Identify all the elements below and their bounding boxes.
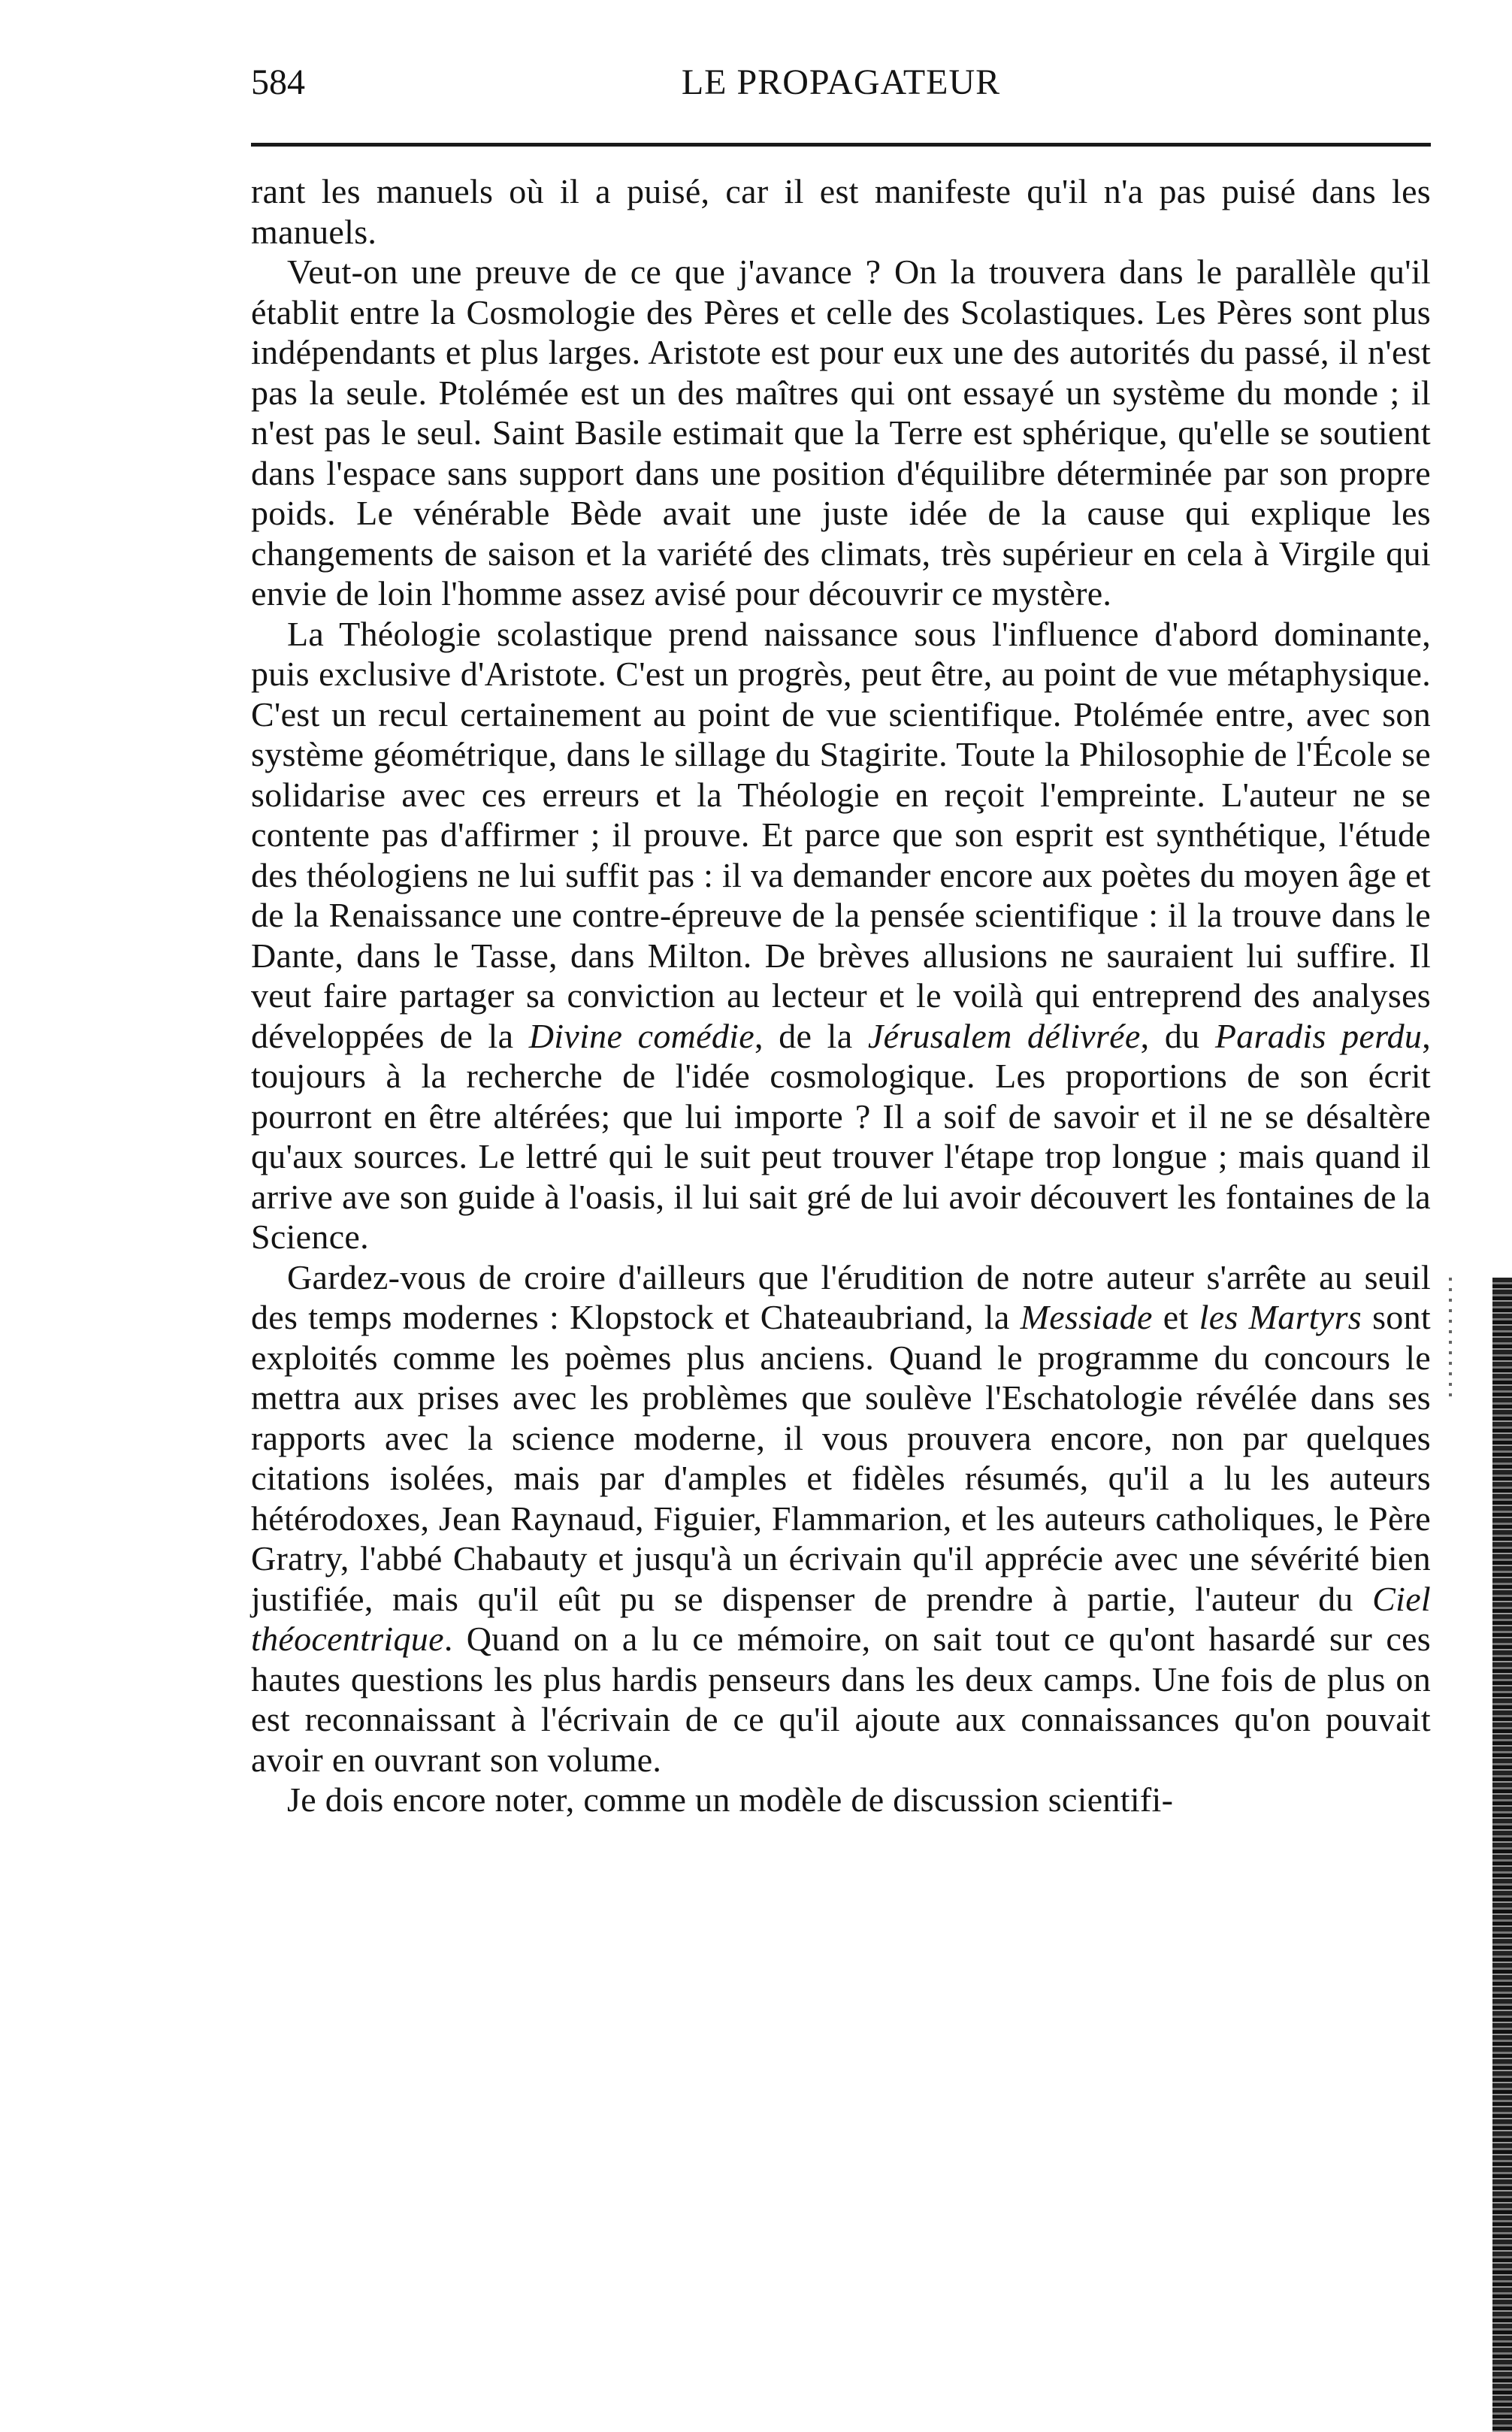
paragraph-4-separator: et bbox=[1163, 1298, 1189, 1336]
title-paradis-perdu: Paradis perdu bbox=[1214, 1016, 1423, 1055]
page-edge-strip bbox=[1492, 1278, 1512, 2432]
paragraph-4 bbox=[251, 1257, 1431, 1780]
paragraph-1: rant les manuels où il a puisé, car il est manifeste qu'il n'a pas puisé dans les manuels. bbox=[251, 172, 1431, 251]
paragraph-3-text: La Théologie scolastique prend naissance sous l'influence d'abord dominante, puis exclusive d'Aristote. C'est un progrès, peut être, au point de vue métaphysique. C'est un recul certainement au point de vue scientifique. Ptolémée entre, avec son système géométrique, dans le sillage du Stagirite. Toute la Philosophie de l'École se solidarise avec ces erreurs et la Théologie en reçoit l'empreinte. L'auteur ne se contente pas d'affirmer ; il prouve. Et parce que son esprit est synthétique, l'étude des théologiens ne lui suffit pas : il va demander encore aux poètes du moyen âge et de la Renaissance une contre-épreuve de la pensée scientifique : il la trouve dans le Dante, dans le Tasse, dans Milton. De brèves allusions ne sauraient lui suffire. Il veut faire partager sa conviction au lecteur et le voilà qui entreprend des analyses développées de la bbox=[251, 614, 1431, 1055]
title-les-martyrs: les Martyrs bbox=[1199, 1298, 1362, 1336]
body-text bbox=[251, 171, 1431, 1820]
paragraph-5: Je dois encore noter, comme un modèle de discussion scientifi- bbox=[287, 1780, 1174, 1819]
page-header bbox=[251, 60, 1431, 105]
paragraph-4-end: . Quand on a lu ce mémoire, on sait tout ce qu'ont hasardé sur ces hautes questions les plus hardis penseurs dans les deux camps. Une fois de plus on est reconnaissant à l'écrivain de ce qu'il ajoute aux connaissances qu'on pouvait avoir en ouvrant son volume. bbox=[251, 1620, 1431, 1779]
title-ciel-theocentrique: Ciel théocentrique bbox=[251, 1579, 1431, 1658]
paragraph-4-start: Gardez-vous de croire d'ailleurs que l'érudition de notre auteur s'arrête au seuil des temps modernes : Klopstock et Chateaubriand, la bbox=[251, 1257, 1431, 1336]
paragraph-4-middle: sont exploités comme les poèmes plus anciens. Quand le programme du concours le mettra aux prises avec les problèmes que soulève l'Eschatologie révélée dans ses rapports avec la science moderne, il vous prouvera encore, non par quelques citations isolées, mais par d'amples et fidèles résumés, qu'il a lu les auteurs hétérodoxes, Jean Raynaud, Figuier, Flammarion, et les auteurs catholiques, le Père Gratry, l'abbé Chabauty et jusqu'à un écrivain qu'il apprécie avec une sévérité bien justifiée, mais qu'il eût pu se dispenser de prendre à partie, l'auteur du bbox=[251, 1298, 1431, 1618]
margin-speckle bbox=[1449, 1278, 1452, 1398]
title-messiade: Messiade bbox=[1020, 1298, 1153, 1336]
paragraph-3 bbox=[251, 614, 1431, 1257]
title-jerusalem-delivree: Jérusalem délivrée bbox=[867, 1016, 1141, 1055]
title-divine-comedie: Divine comédie bbox=[528, 1016, 754, 1055]
paragraph-3-separator-1: , de la bbox=[754, 1016, 853, 1055]
running-title: LE PROPAGATEUR bbox=[681, 62, 1001, 102]
page-number: 584 bbox=[251, 62, 305, 102]
paragraph-3-rest: , toujours à la recherche de l'idée cosmologique. Les proportions de son écrit pourront en être altérées; que lui importe ? Il a soif de savoir et il ne se désaltère qu'aux sources. Le lettré qui le suit peut trouver l'étape trop longue ; mais quand il arrive ave son guide à l'oasis, il lui sait gré de lui avoir découvert les fontaines de la Science. bbox=[251, 1016, 1431, 1256]
paragraph-3-separator-2: , du bbox=[1140, 1016, 1200, 1055]
header-rule bbox=[251, 143, 1431, 147]
paragraph-2: Veut-on une preuve de ce que j'avance ? On la trouvera dans le parallèle qu'il établit entre la Cosmologie des Pères et celle des Scolastiques. Les Pères sont plus indépendants et plus larges. Aristote est pour eux une des autorités du passé, il n'est pas la seule. Ptolémée est un des maîtres qui ont essayé un système du monde ; il n'est pas le seul. Saint Basile estimait que la Terre est sphérique, qu'elle se soutient dans l'espace sans support dans une position d'équilibre déterminée par son propre poids. Le vénérable Bède avait une juste idée de la cause qui explique les changements de saison et la variété des climats, très supérieur en cela à Virgile qui envie de loin l'homme assez avisé pour découvrir ce mystère. bbox=[251, 253, 1431, 613]
